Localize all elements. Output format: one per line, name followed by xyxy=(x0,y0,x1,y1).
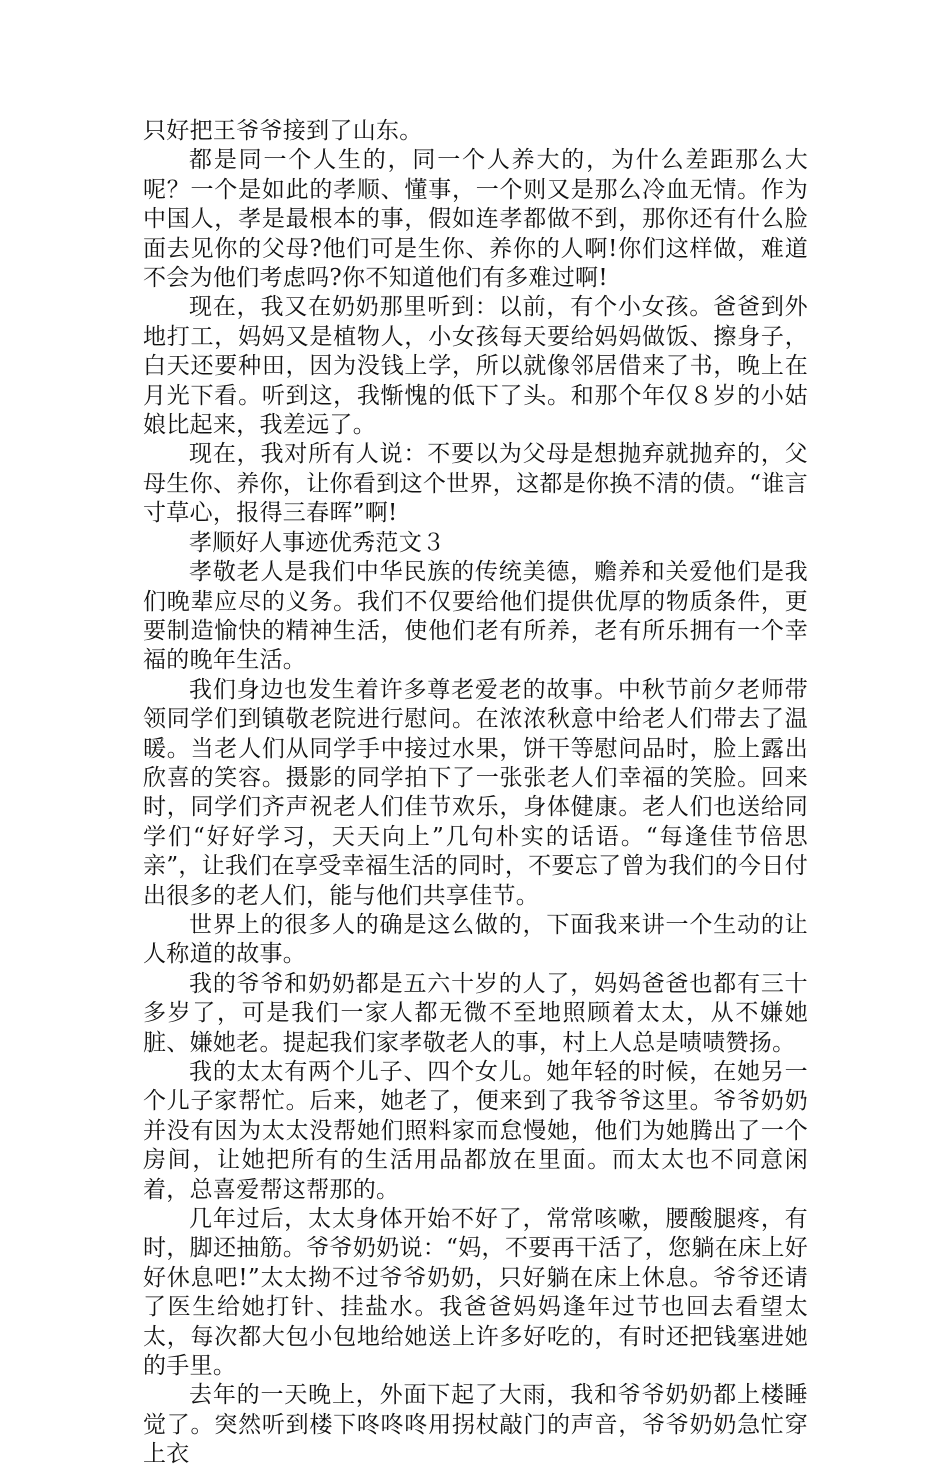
paragraph-2: 都是同一个人生的，同一个人养大的，为什么差距那么大呢？一个是如此的孝顺、懂事，一个则又是那么冷血无情。作为中国人，孝是最根本的事，假如连孝都做不到，那你还有什么脸面去见你的父母?他们可是生你、养你的人啊!你们这样做，难道不会为他们考虑吗?你不知道他们有多难过啊! xyxy=(143,147,808,292)
paragraph-9: 我的太太有两个儿子、四个女儿。她年轻的时候，在她另一个儿子家帮忙。后来，她老了，便来到了我爷爷这里。爷爷奶奶并没有因为太太没帮她们照料家而怠慢她，他们为她腾出了一个房间，让她把所有的生活用品都放在里面。而太太也不同意闲着，总喜爱帮这帮那的。 xyxy=(143,1059,808,1203)
document-body xyxy=(143,117,808,1470)
paragraph-11: 去年的一天晚上，外面下起了大雨，我和爷爷奶奶都上楼睡觉了。突然听到楼下咚咚咚用拐杖敲门的声音，爷爷奶奶急忙穿上衣 xyxy=(143,1382,808,1468)
paragraph-10: 几年过后，太太身体开始不好了，常常咳嗽，腰酸腿疼，有时，脚还抽筋。爷爷奶奶说：“妈，不要再干活了，您躺在床上好好休息吧!”太太拗不过爷爷奶奶，只好躺在床上休息。爷爷还请了医生给她打针、挂盐水。我爸爸妈妈逢年过节也回去看望太太，每次都大包小包地给她送上许多好吃的，有时还把钱塞进她的手里。 xyxy=(143,1206,808,1380)
section-heading: 孝顺好人事迹优秀范文３ xyxy=(189,529,446,556)
paragraph-5: 孝敬老人是我们中华民族的传统美德，赡养和关爱他们是我们晚辈应尽的义务。我们不仅要给他们提供优厚的物质条件，更要制造愉快的精神生活，使他们老有所养，老有所乐拥有一个幸福的晚年生活。 xyxy=(143,559,808,674)
paragraph-7: 世界上的很多人的确是这么做的，下面我来讲一个生动的让人称道的故事。 xyxy=(143,911,808,968)
paragraph-4: 现在，我对所有人说：不要以为父母是想抛弃就抛弃的，父母生你、养你，让你看到这个世界，这都是你换不清的债。“谁言寸草心，报得三春晖”啊! xyxy=(143,441,808,527)
paragraph-3: 现在，我又在奶奶那里听到：以前，有个小女孩。爸爸到外地打工，妈妈又是植物人，小女孩每天要给妈妈做饭、擦身子，白天还要种田，因为没钱上学，所以就像邻居借来了书，晚上在月光下看。听到这，我惭愧的低下了头。和那个年仅８岁的小姑娘比起来，我差远了。 xyxy=(143,294,808,439)
paragraph-8: 我的爷爷和奶奶都是五六十岁的人了，妈妈爸爸也都有三十多岁了，可是我们一家人都无微不至地照顾着太太，从不嫌她脏、嫌她老。提起我们家孝敬老人的事，村上人总是啧啧赞扬。 xyxy=(143,970,808,1056)
paragraph-1: 只好把王爷爷接到了山东。 xyxy=(143,118,423,144)
paragraph-6: 我们身边也发生着许多尊老爱老的故事。中秋节前夕老师带领同学们到镇敬老院进行慰问。在浓浓秋意中给老人们带去了温暖。当老人们从同学手中接过水果，饼干等慰问品时，脸上露出欣喜的笑容。摄影的同学拍下了一张张老人们幸福的笑脸。回来时，同学们齐声祝老人们佳节欢乐，身体健康。老人们也送给同学们“好好学习，天天向上”几句朴实的话语。“每逢佳节倍思亲”，让我们在享受幸福生活的同时，不要忘了曾为我们的今日付出很多的老人们，能与他们共享佳节。 xyxy=(143,676,808,909)
